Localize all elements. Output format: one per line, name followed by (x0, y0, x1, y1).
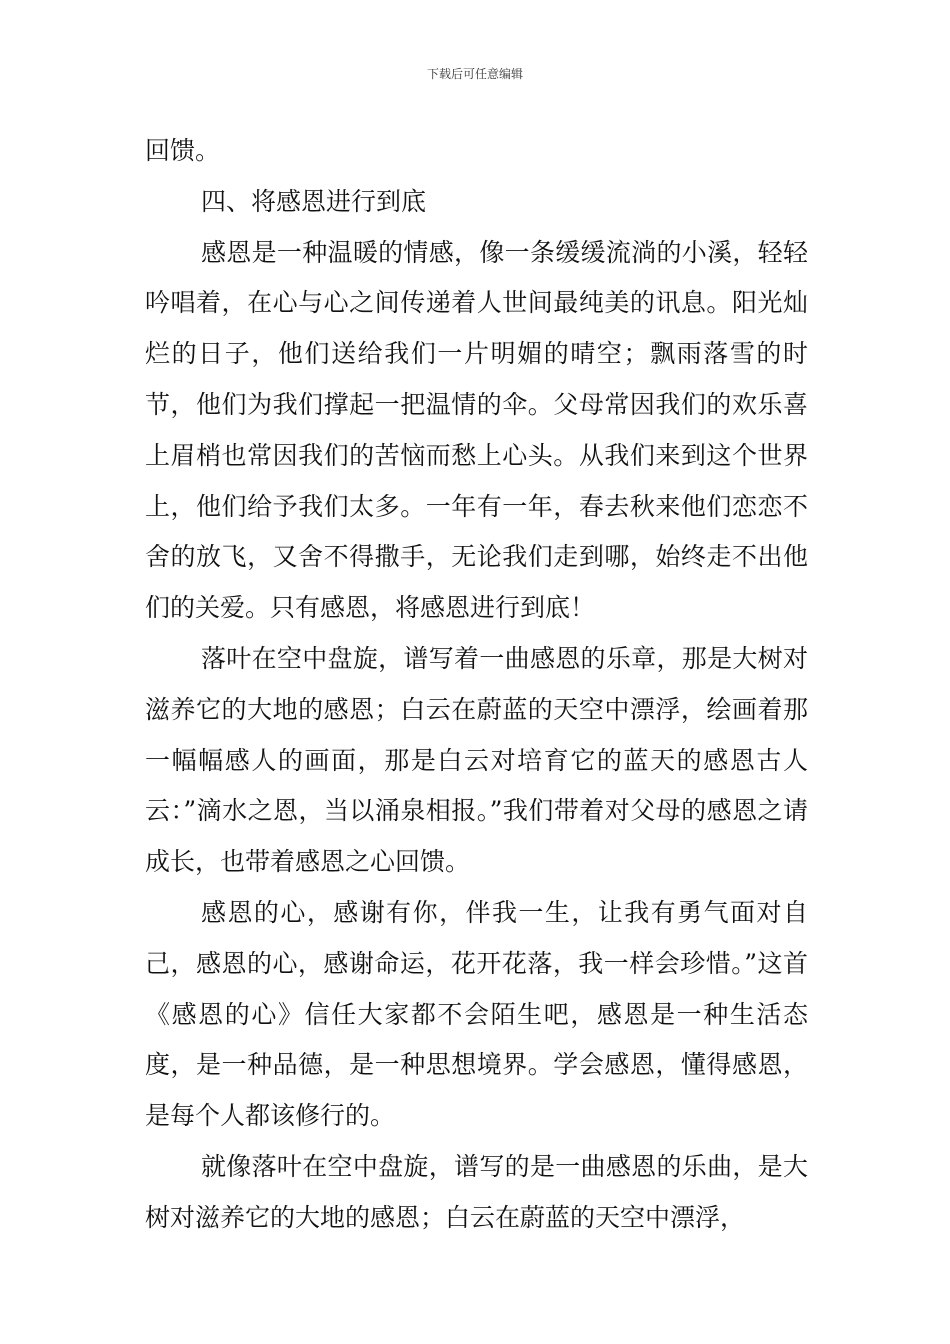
paragraph-6: 就像落叶在空中盘旋，谱写的是一曲感恩的乐曲，是大树对滋养它的大地的感恩；白云在蔚蓝的天空中漂浮， (145, 1151, 808, 1232)
section-heading: 四、将感恩进行到底 (201, 186, 427, 216)
paragraph-4: 落叶在空中盘旋，谱写着一曲感恩的乐章，那是大树对滋养它的大地的感恩；白云在蔚蓝的天空中漂浮，绘画着那一幅幅感人的画面，那是白云对培育它的蓝天的感恩古人云：”滴水之恩，当以涌泉相报。”我们带着对父母的感恩之请成长，也带着感恩之心回馈。 (145, 643, 808, 877)
page-header: 下载后可任意编辑 (426, 67, 523, 81)
paragraph-5: 感恩的心，感谢有你，伴我一生，让我有勇气面对自己，感恩的心，感谢命运，花开花落，我一样会珍惜。”这首《感恩的心》信任大家都不会陌生吧，感恩是一种生活态度，是一种品德，是一种思想境界。学会感恩，懂得感恩，是每个人都该修行的。 (145, 897, 808, 1131)
paragraph-3: 感恩是一种温暖的情感，像一条缓缓流淌的小溪，轻轻吟唱着，在心与心之间传递着人世间最纯美的讯息。阳光灿烂的日子，他们送给我们一片明媚的晴空；飘雨落雪的时节，他们为我们撑起一把温情的伞。父母常因我们的欢乐喜上眉梢也常因我们的苦恼而愁上心头。从我们来到这个世界上，他们给予我们太多。一年有一年，春去秋来他们恋恋不舍的放飞，又舍不得撒手，无论我们走到哪，始终走不出他们的关爱。只有感恩，将感恩进行到底！ (145, 237, 808, 623)
paragraph-1: 回馈。 (145, 136, 221, 165)
document-body (145, 126, 808, 1244)
